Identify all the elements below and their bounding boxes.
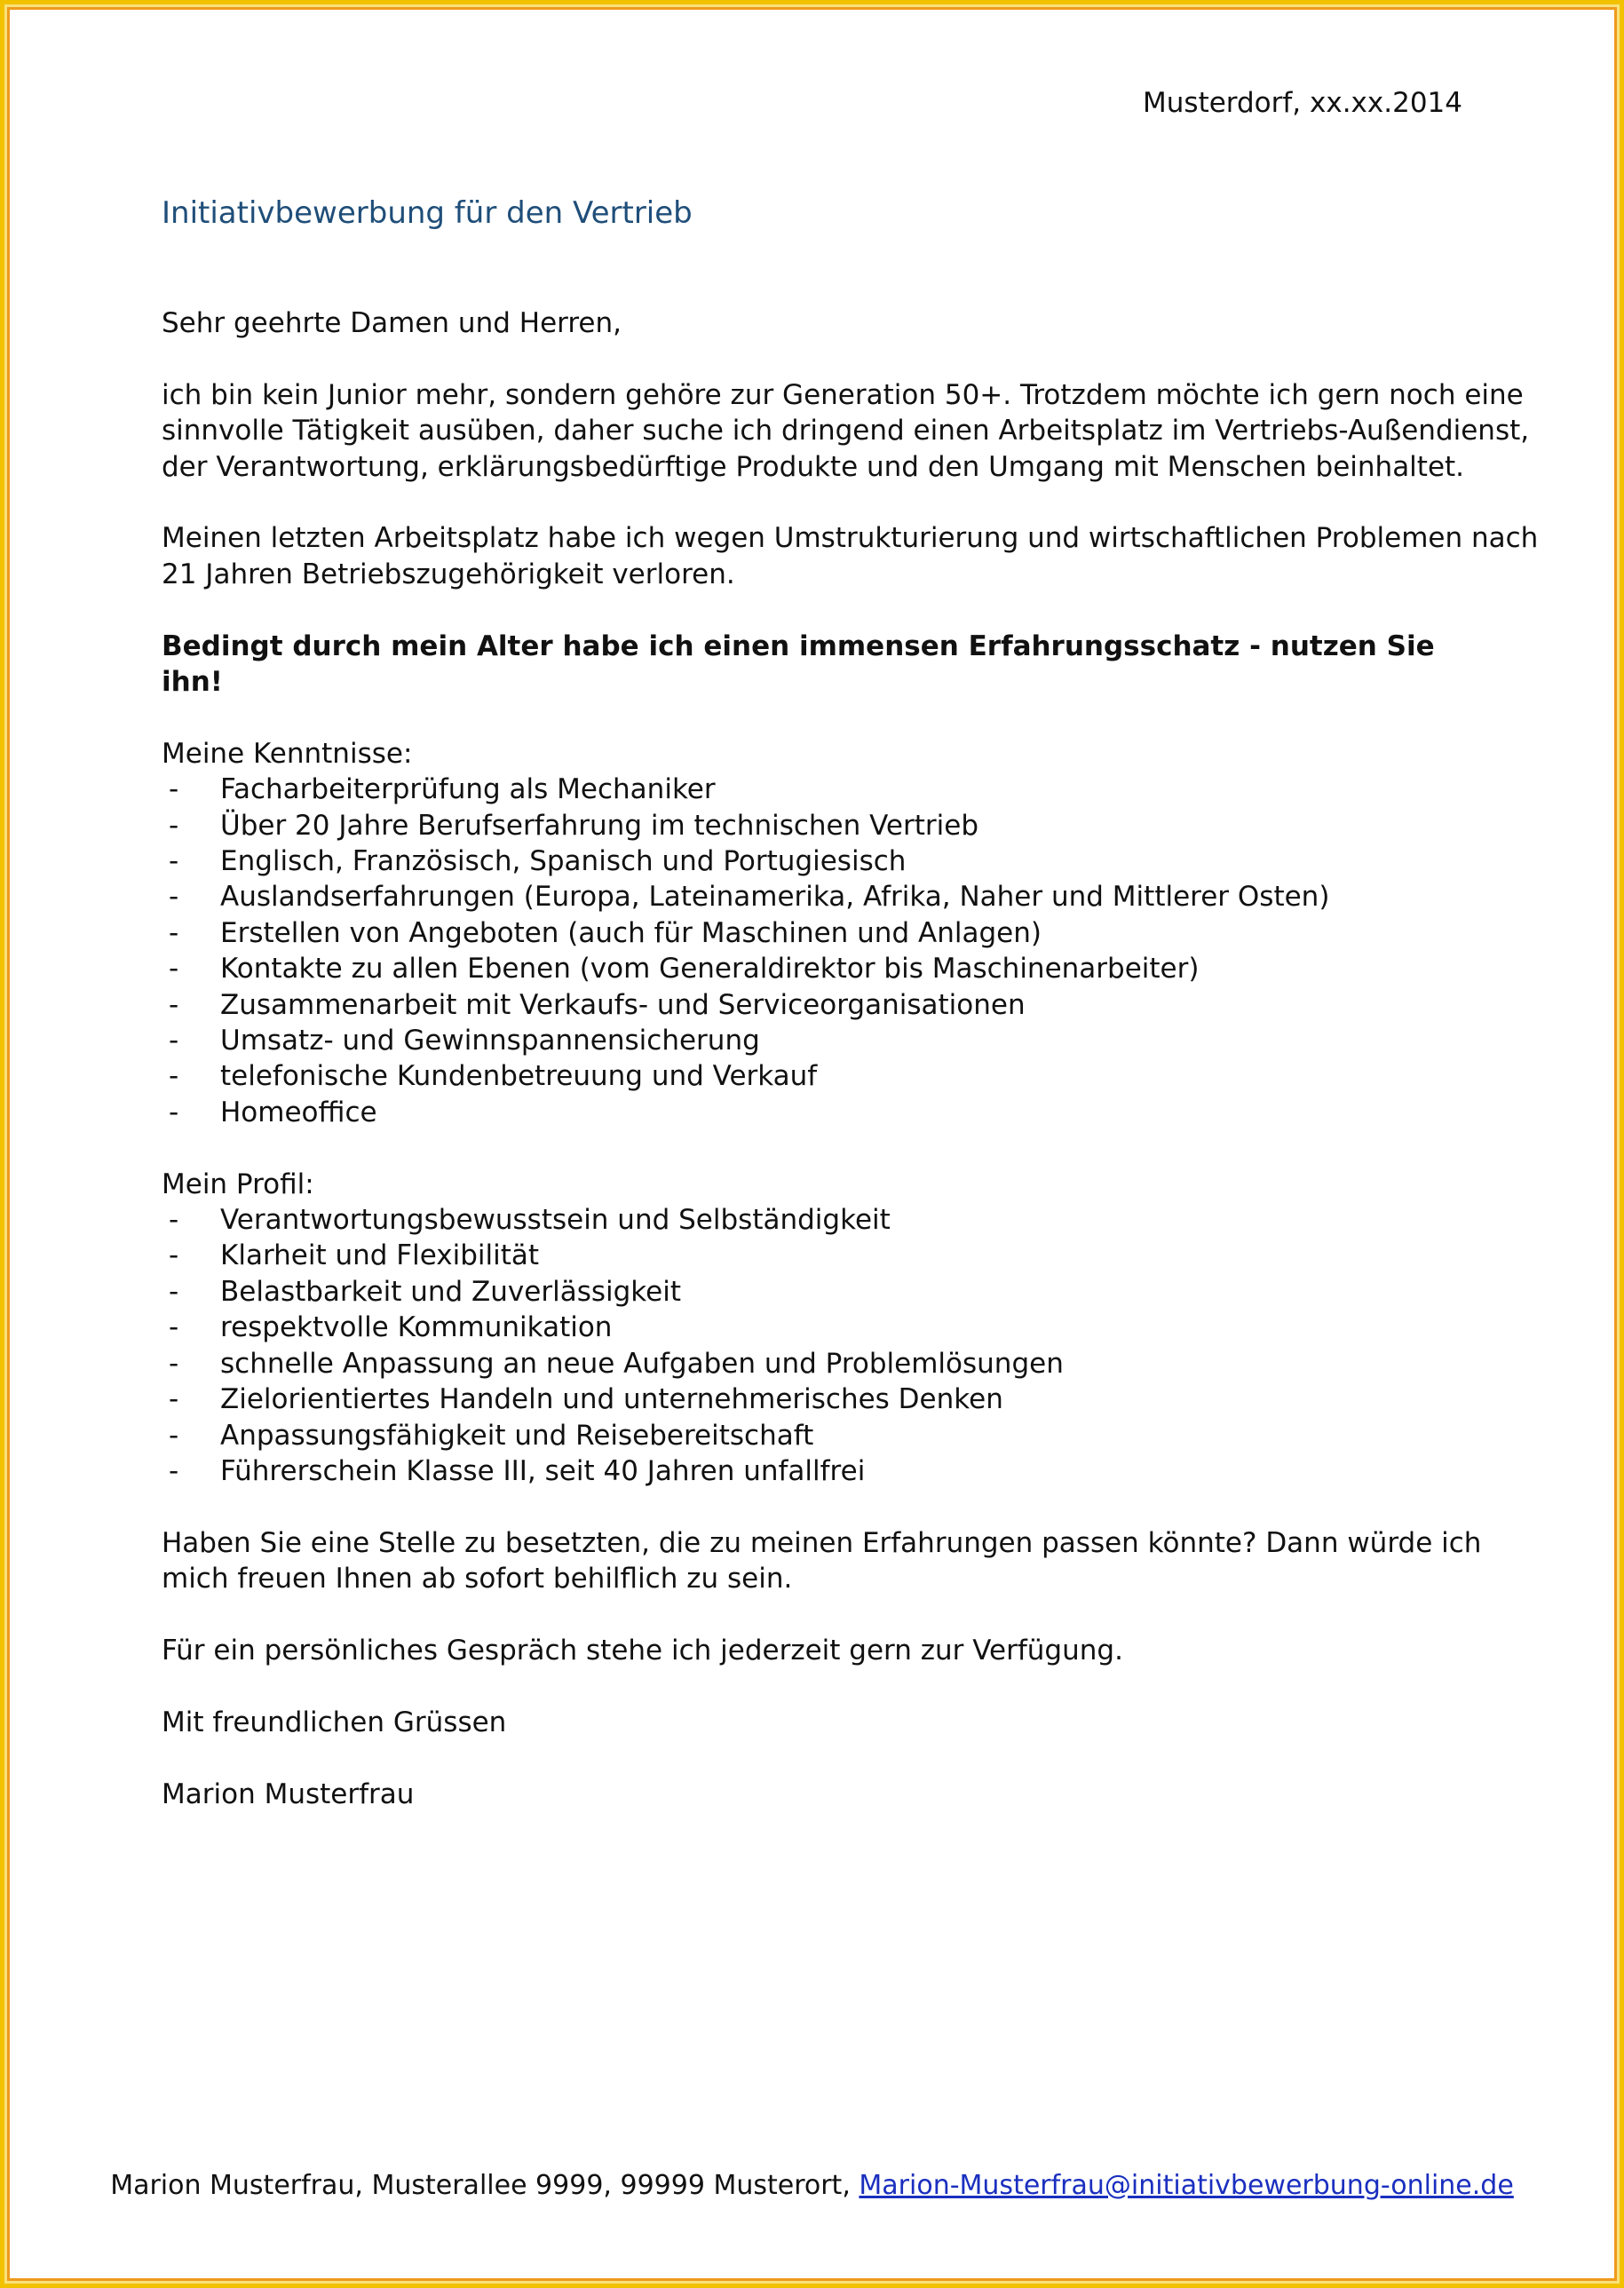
list-item bbox=[162, 1453, 1476, 1489]
list-item-text: Facharbeiterprüfung als Mechaniker bbox=[220, 773, 716, 806]
bullet-dash: - bbox=[169, 881, 179, 914]
interview-offer: Für ein persönliches Gespräch stehe ich jederzeit gern zur Verfügung. bbox=[162, 1634, 1123, 1667]
skills-section bbox=[162, 736, 1476, 1130]
intro-paragraph bbox=[162, 377, 1530, 485]
history-line: 21 Jahren Betriebszugehörigkeit verloren. bbox=[162, 558, 735, 590]
profile-section bbox=[162, 1167, 1476, 1490]
regards: Mit freundlichen Grüssen bbox=[162, 1706, 507, 1738]
intro-line: ich bin kein Junior mehr, sondern gehöre zur Generation 50+. Trotzdem möchte ich gern noch eine bbox=[162, 378, 1524, 411]
list-item bbox=[162, 1346, 1476, 1382]
list-item-text: Homeoffice bbox=[220, 1096, 377, 1128]
closing-question-line: mich freuen Ihnen ab sofort behilflich zu sein. bbox=[162, 1563, 793, 1595]
list-item-text: telefonische Kundenbetreuung und Verkauf bbox=[220, 1060, 818, 1093]
bullet-dash: - bbox=[169, 1311, 179, 1344]
bullet-dash: - bbox=[169, 1060, 179, 1093]
list-item-text: Zielorientiertes Handeln und unternehmerisches Denken bbox=[220, 1383, 1003, 1416]
highlight-statement: Bedingt durch mein Alter habe ich einen immensen Erfahrungsschatz - nutzen Sie ihn! bbox=[162, 629, 1435, 699]
list-item bbox=[162, 1238, 1476, 1273]
list-item bbox=[162, 915, 1476, 951]
list-item-text: Englisch, Französisch, Spanisch und Portugiesisch bbox=[220, 845, 907, 878]
email-link[interactable]: Marion-Musterfrau@initiativbewerbung-online.de bbox=[859, 2170, 1514, 2201]
bullet-dash: - bbox=[169, 1383, 179, 1416]
bullet-dash: - bbox=[169, 1419, 179, 1452]
bullet-dash: - bbox=[169, 988, 179, 1021]
list-item-text: Verantwortungsbewusstsein und Selbständigkeit bbox=[220, 1204, 891, 1237]
list-item bbox=[162, 1310, 1476, 1345]
list-item bbox=[162, 1274, 1476, 1310]
list-item-text: Zusammenarbeit mit Verkaufs- und Serviceorganisationen bbox=[220, 988, 1026, 1021]
list-item bbox=[162, 772, 1476, 807]
list-item bbox=[162, 1202, 1476, 1238]
bullet-dash: - bbox=[169, 916, 179, 949]
bullet-dash: - bbox=[169, 1454, 179, 1487]
list-item-text: respektvolle Kommunikation bbox=[220, 1311, 613, 1344]
bullet-dash: - bbox=[169, 1204, 179, 1237]
list-item-text: Anpassungsfähigkeit und Reisebereitschaft bbox=[220, 1419, 814, 1452]
skills-list bbox=[162, 772, 1476, 1130]
bullet-dash: - bbox=[169, 1096, 179, 1128]
list-item-text: schnelle Anpassung an neue Aufgaben und Problemlösungen bbox=[220, 1347, 1064, 1380]
list-item-text: Kontakte zu allen Ebenen (vom Generaldirektor bis Maschinenarbeiter) bbox=[220, 953, 1200, 986]
bullet-dash: - bbox=[169, 809, 179, 842]
list-item bbox=[162, 808, 1476, 843]
date-line: Musterdorf, xx.xx.2014 bbox=[1143, 87, 1462, 119]
list-item-text: Belastbarkeit und Zuverlässigkeit bbox=[220, 1275, 681, 1308]
profile-list bbox=[162, 1202, 1476, 1489]
history-line: Meinen letzten Arbeitsplatz habe ich wegen Umstrukturierung und wirtschaftlichen Problemen nach bbox=[162, 522, 1539, 555]
bullet-dash: - bbox=[169, 1275, 179, 1308]
closing-question-paragraph bbox=[162, 1525, 1482, 1597]
history-paragraph bbox=[162, 520, 1539, 592]
letter-body bbox=[162, 305, 1539, 1848]
list-item-text: Umsatz- und Gewinnspannensicherung bbox=[220, 1025, 760, 1057]
subject-line: Initiativbewerbung für den Vertrieb bbox=[162, 195, 693, 231]
list-item bbox=[162, 987, 1476, 1023]
list-item-text: Erstellen von Angeboten (auch für Maschinen und Anlagen) bbox=[220, 916, 1042, 949]
signature-name: Marion Musterfrau bbox=[162, 1777, 415, 1810]
list-item bbox=[162, 1418, 1476, 1453]
bullet-dash: - bbox=[169, 1025, 179, 1057]
salutation: Sehr geehrte Damen und Herren, bbox=[162, 307, 622, 339]
footer-contact bbox=[0, 2170, 1624, 2201]
list-item-text: Auslandserfahrungen (Europa, Lateinamerika, Afrika, Naher und Mittlerer Osten) bbox=[220, 881, 1330, 914]
list-item-text: Führerschein Klasse III, seit 40 Jahren unfallfrei bbox=[220, 1454, 866, 1487]
skills-heading: Meine Kenntnisse: bbox=[162, 737, 413, 770]
footer-address: Marion Musterfrau, Musterallee 9999, 99999 Musterort, bbox=[110, 2170, 860, 2201]
list-item bbox=[162, 1382, 1476, 1417]
list-item bbox=[162, 951, 1476, 986]
list-item-text: Über 20 Jahre Berufserfahrung im technischen Vertrieb bbox=[220, 809, 978, 842]
bullet-dash: - bbox=[169, 845, 179, 878]
list-item bbox=[162, 1095, 1476, 1130]
intro-line: sinnvolle Tätigkeit ausüben, daher suche ich dringend einen Arbeitsplatz im Vertriebs-Außendienst, bbox=[162, 415, 1530, 447]
closing-question-line: Haben Sie eine Stelle zu besetzten, die zu meinen Erfahrungen passen könnte? Dann würde ich bbox=[162, 1526, 1482, 1559]
bullet-dash: - bbox=[169, 953, 179, 986]
profile-heading: Mein Profil: bbox=[162, 1168, 314, 1200]
list-item bbox=[162, 843, 1476, 879]
bullet-dash: - bbox=[169, 1347, 179, 1380]
intro-line: der Verantwortung, erklärungsbedürftige Produkte und den Umgang mit Menschen beinhaltet. bbox=[162, 450, 1465, 483]
bullet-dash: - bbox=[169, 773, 179, 806]
list-item bbox=[162, 879, 1476, 914]
bullet-dash: - bbox=[169, 1239, 179, 1272]
list-item-text: Klarheit und Flexibilität bbox=[220, 1239, 540, 1272]
list-item bbox=[162, 1023, 1476, 1058]
list-item bbox=[162, 1058, 1476, 1094]
